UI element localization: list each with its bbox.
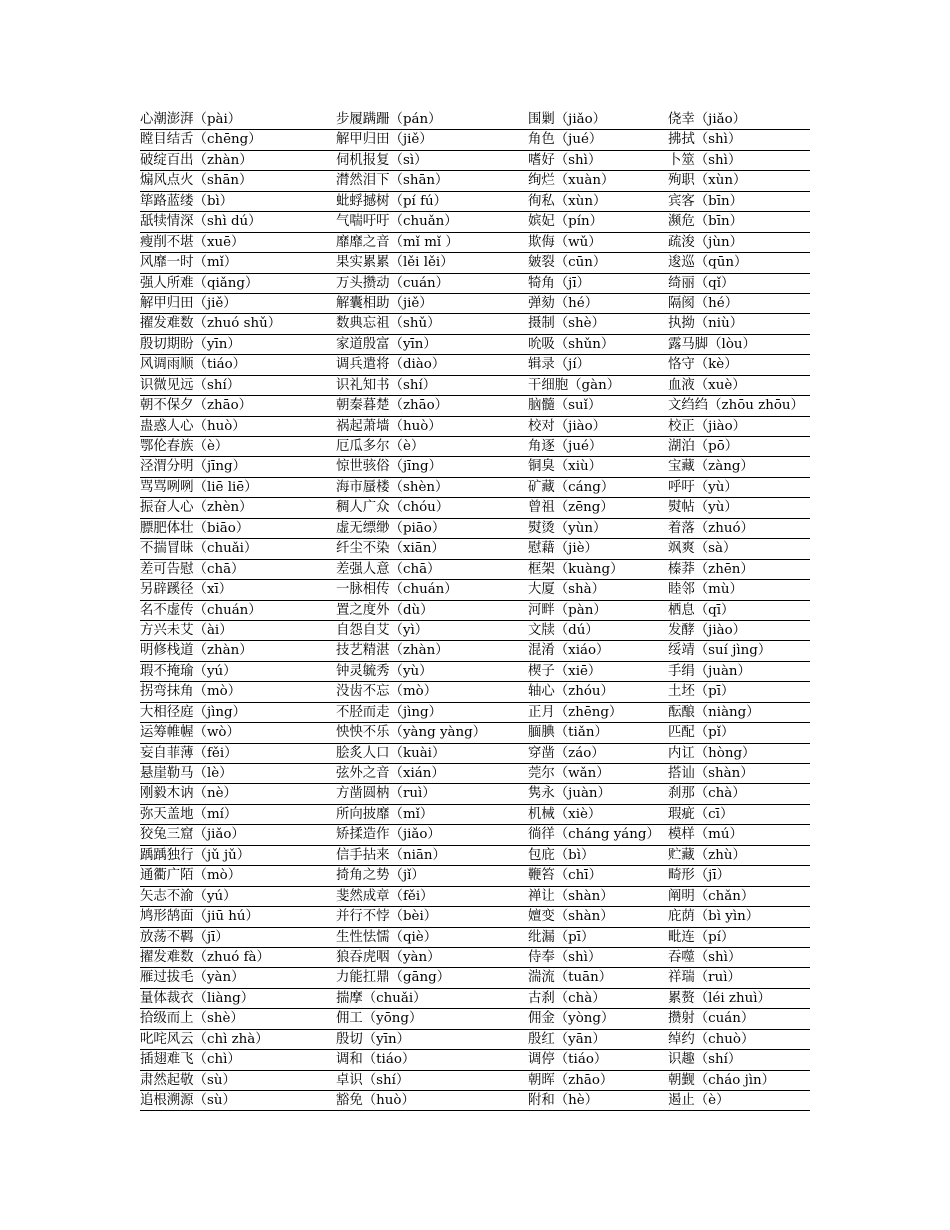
word-entry: 瘦削不堪（xuē）: [140, 234, 245, 250]
word-entry: 铜臭（xiù）: [528, 459, 603, 475]
word-entry: 步履蹒跚（pán）: [336, 112, 442, 127]
table-row: [140, 335, 810, 355]
table-row: [140, 805, 810, 825]
word-entry: 并行不悖（bèi）: [336, 909, 438, 925]
word-entry: 朝秦暮楚（zhāo）: [336, 398, 449, 414]
word-entry: 刚毅木讷（nè）: [140, 786, 237, 802]
table-row: [140, 212, 810, 232]
word-entry: 内讧（hòng）: [668, 745, 756, 761]
word-entry: 曾祖（zēng）: [528, 500, 614, 516]
word-entry: 稠人广众（chóu）: [336, 500, 450, 516]
word-entry: 搭讪（shàn）: [668, 766, 754, 781]
table-row: [140, 437, 810, 457]
word-entry: 揣摩（chuǎi）: [336, 990, 427, 1006]
table-row: [140, 151, 810, 171]
word-entry: 吞噬（shì）: [668, 949, 742, 965]
table-row: [140, 192, 810, 212]
word-entry: 纤尘不染（xiān）: [336, 541, 445, 557]
table-row: [140, 294, 810, 314]
word-entry: 畸形（jī）: [668, 868, 730, 884]
word-entry: 模样（mú）: [668, 827, 743, 843]
word-entry: 通衢广陌（mò）: [140, 868, 242, 884]
word-entry: 自怨自艾（yì）: [336, 622, 429, 638]
word-entry: 掎角之势（jǐ）: [336, 868, 425, 884]
word-entry: 恪守（kè）: [668, 357, 738, 373]
word-entry: 拂拭（shì）: [668, 132, 742, 148]
word-entry: 累赘（léi zhuì）: [668, 990, 771, 1006]
word-entry: 卜筮（shì）: [668, 152, 742, 168]
table-row: [140, 928, 810, 948]
word-entry: 湖泊（pō）: [668, 439, 739, 454]
word-entry: 擢发难数（zhuó fà）: [140, 949, 270, 965]
word-entry: 榛莽（zhēn）: [668, 561, 754, 577]
word-entry: 解囊相助（jiě）: [336, 295, 433, 311]
word-entry: 朝觐（cháo jìn）: [668, 1072, 776, 1088]
word-entry: 伺机报复（sì）: [336, 152, 428, 168]
word-entry: 斐然成章（fěi）: [336, 888, 434, 904]
word-entry: 脍炙人口（kuài）: [336, 745, 446, 761]
word-entry: 破绽百出（zhàn）: [140, 152, 253, 168]
word-entry: 脑髓（suǐ）: [528, 398, 602, 414]
word-entry: 狡兔三窟（jiǎo）: [140, 827, 245, 843]
table-row: [140, 764, 810, 784]
word-entry: 执拗（niù）: [668, 316, 744, 332]
word-entry: 骂骂咧咧（liē liē）: [140, 479, 258, 495]
word-entry: 发酵（jiào）: [668, 622, 747, 638]
table-row: [140, 417, 810, 437]
word-entry: 明修栈道（zhàn）: [140, 643, 253, 659]
word-entry: 不胫而走（jìng）: [336, 704, 442, 720]
word-entry: 疏浚（jùn）: [668, 234, 743, 250]
word-entry: 殉职（xùn）: [668, 173, 747, 189]
word-entry: 海市蜃楼（shèn）: [336, 479, 449, 495]
word-entry: 庇荫（bì yìn）: [668, 909, 760, 925]
word-entry: 肃然起敬（sù）: [140, 1072, 236, 1088]
word-entry: 识趣（shí）: [668, 1052, 742, 1068]
table-row: [140, 1050, 810, 1070]
table-row: [140, 274, 810, 294]
word-entry: 置之度外（dù）: [336, 602, 434, 618]
word-entry: 气喘吁吁（chuǎn）: [336, 214, 458, 230]
word-entry: 攒射（cuán）: [668, 1011, 755, 1027]
table-row: [140, 519, 810, 539]
table-row: [140, 641, 810, 661]
word-entry: 栖息（qī）: [668, 602, 735, 618]
word-entry: 遏止（è）: [668, 1093, 730, 1108]
word-entry: 方凿圆枘（ruì）: [336, 786, 436, 802]
word-entry: 拐弯抹角（mò）: [140, 684, 242, 700]
word-entry: 嫔妃（pín）: [528, 214, 604, 230]
word-entry: 欺侮（wǔ）: [528, 234, 602, 250]
word-entry: 泾渭分明（jīng）: [140, 459, 246, 475]
word-entry: 量体裁衣（liàng）: [140, 990, 255, 1006]
word-entry: 校对（jiào）: [528, 418, 607, 434]
word-entry: 佣工（yōng）: [336, 1011, 423, 1027]
word-entry: 濒危（bīn）: [668, 214, 744, 230]
word-entry: 殷切（yīn）: [336, 1031, 411, 1047]
word-entry: 机械（xiè）: [528, 806, 602, 822]
word-entry: 朝晖（zhāo）: [528, 1072, 614, 1088]
word-entry: 强人所难（qiǎng）: [140, 275, 259, 291]
table-row: [140, 825, 810, 845]
word-entry: 祥瑞（ruì）: [668, 970, 741, 986]
word-entry: 嗜好（shì）: [528, 152, 602, 168]
table-row: [140, 110, 810, 130]
word-entry: 睦邻（mù）: [668, 582, 743, 598]
word-entry: 瑕不掩瑜（yú）: [140, 663, 237, 679]
word-entry: 手绢（juàn）: [668, 663, 751, 679]
word-entry: 弦外之音（xián）: [336, 766, 445, 781]
table-row: [140, 1091, 810, 1111]
table-row: [140, 989, 810, 1009]
table-row: [140, 784, 810, 804]
table-row: [140, 744, 810, 764]
table-row: [140, 539, 810, 559]
table-row: [140, 907, 810, 927]
table-row: [140, 478, 810, 498]
word-entry: 毗连（pí）: [668, 929, 735, 945]
word-entry: 酝酿（niàng）: [668, 704, 760, 720]
table-row: [140, 396, 810, 416]
word-entry: 莞尔（wǎn）: [528, 766, 610, 781]
word-entry: 隔阂（hé）: [668, 295, 739, 311]
word-entry: 腼腆（tiǎn）: [528, 725, 608, 741]
word-entry: 犄角（jī）: [528, 275, 590, 291]
word-entry: 附和（hè）: [528, 1093, 599, 1108]
table-row: [140, 253, 810, 273]
word-entry: 徇私（xùn）: [528, 193, 607, 209]
word-entry: 熨烫（yùn）: [528, 520, 607, 536]
word-entry: 潸然泪下（shān）: [336, 173, 449, 189]
word-entry: 贮藏（zhù）: [668, 847, 746, 863]
word-entry: 包庇（bì）: [528, 847, 595, 863]
word-entry: 祸起萧墙（huò）: [336, 418, 442, 434]
word-entry: 鄂伦春族（è）: [140, 439, 229, 454]
word-entry: 宾客（bīn）: [668, 193, 744, 209]
table-row: [140, 314, 810, 334]
word-entry: 舐犊情深（shì dú）: [140, 214, 262, 230]
word-entry: 惊世骇俗（jīng）: [336, 459, 442, 475]
word-entry: 家道殷富（yīn）: [336, 336, 437, 352]
word-entry: 围剿（jiǎo）: [528, 112, 607, 127]
word-entry: 力能扛鼎（gāng）: [336, 970, 451, 986]
word-entry: 瑕疵（cī）: [668, 806, 734, 822]
word-entry: 果实累累（lěi lěi）: [336, 255, 454, 271]
word-entry: 楔子（xiē）: [528, 663, 602, 679]
table-row: [140, 1030, 810, 1050]
table-row: [140, 723, 810, 743]
word-entry: 侥幸（jiǎo）: [668, 112, 747, 127]
word-entry: 识礼知书（shí）: [336, 377, 437, 393]
word-entry: 风调雨顺（tiáo）: [140, 357, 247, 373]
word-entry: 禅让（shàn）: [528, 888, 614, 904]
word-entry: 技艺精湛（zhàn）: [336, 643, 449, 659]
word-entry: 心潮澎湃（pài）: [140, 112, 242, 127]
table-row: [140, 662, 810, 682]
word-entry: 露马脚（lòu）: [668, 336, 756, 352]
word-entry: 慰藉（jiè）: [528, 541, 598, 557]
word-entry: 所向披靡（mǐ）: [336, 806, 434, 822]
word-entry: 轴心（zhóu）: [528, 684, 614, 700]
word-entry: 干细胞（gàn）: [528, 377, 621, 393]
word-entry: 宝藏（zàng）: [668, 459, 754, 475]
word-entry: 踽踽独行（jǔ jǔ）: [140, 847, 251, 863]
table-row: [140, 948, 810, 968]
word-entry: 角色（jué）: [528, 132, 603, 148]
word-entry: 插翅难飞（chì）: [140, 1052, 241, 1068]
table-row: [140, 703, 810, 723]
word-entry: 阐明（chǎn）: [668, 888, 755, 904]
word-entry: 摄制（shè）: [528, 316, 605, 332]
table-row: [140, 498, 810, 518]
table-row: [140, 355, 810, 375]
word-entry: 生性怯懦（qiè）: [336, 929, 438, 945]
table-row: [140, 171, 810, 191]
word-entry: 绮丽（qǐ）: [668, 275, 735, 291]
word-entry: 湍流（tuān）: [528, 970, 613, 986]
word-entry: 弹劾（hé）: [528, 295, 599, 311]
word-entry: 数典忘祖（shǔ）: [336, 316, 441, 332]
table-row: [140, 580, 810, 600]
table-row: [140, 1071, 810, 1091]
word-entry: 膘肥体壮（biāo）: [140, 520, 250, 536]
word-entry: 瞠目结舌（chēng）: [140, 132, 262, 148]
word-entry: 叱咤风云（chì zhà）: [140, 1031, 269, 1047]
word-entry: 呼吁（yù）: [668, 479, 738, 495]
word-entry: 振奋人心（zhèn）: [140, 500, 253, 516]
word-entry: 差可告慰（chā）: [140, 561, 245, 577]
word-entry: 筚路蓝缕（bì）: [140, 193, 234, 209]
word-entry: 绥靖（suí jìng）: [668, 643, 772, 659]
word-entry: 另辟蹊径（xī）: [140, 582, 233, 598]
word-entry: 蚍蜉撼树（pí fú）: [336, 193, 448, 209]
word-entry: 佣金（yòng）: [528, 1011, 615, 1027]
word-entry: 绰约（chuò）: [668, 1031, 755, 1047]
word-entry: 调和（tiáo）: [336, 1052, 416, 1068]
word-entry: 角逐（jué）: [528, 439, 603, 454]
word-entry: 皴裂（cūn）: [528, 255, 607, 271]
word-entry: 校正（jiào）: [668, 418, 747, 434]
table-row: [140, 682, 810, 702]
table-row: [140, 560, 810, 580]
table-row: [140, 1009, 810, 1029]
word-entry: 怏怏不乐（yàng yàng）: [336, 725, 487, 741]
word-entry: 雁过拔毛（yàn）: [140, 970, 245, 986]
word-entry: 放荡不羁（jī）: [140, 929, 229, 945]
word-entry: 矢志不渝（yú）: [140, 888, 237, 904]
word-entry: 框架（kuàng）: [528, 561, 624, 577]
word-entry: 嬗变（shàn）: [528, 909, 614, 925]
word-entry: 调停（tiáo）: [528, 1052, 608, 1068]
word-entry: 没齿不忘（mò）: [336, 684, 438, 700]
word-entry: 煽风点火（shān）: [140, 173, 253, 189]
word-entry: 正月（zhēng）: [528, 704, 623, 720]
word-entry: 矫揉造作（jiǎo）: [336, 827, 441, 843]
table-row: [140, 233, 810, 253]
word-entry: 虚无缥缈（piāo）: [336, 520, 446, 536]
word-entry: 河畔（pàn）: [528, 602, 607, 618]
table-row: [140, 866, 810, 886]
word-entry: 鞭笞（chī）: [528, 868, 602, 884]
word-entry: 解甲归田（jiě）: [336, 132, 433, 148]
word-entry: 鸠形鹄面（jiū hú）: [140, 909, 259, 925]
word-entry: 不揣冒昧（chuǎi）: [140, 541, 258, 557]
word-entry: 大厦（shà）: [528, 582, 606, 598]
word-entry: 血液（xuè）: [668, 377, 746, 393]
word-entry: 大相径庭（jìng）: [140, 704, 246, 720]
table-row: [140, 130, 810, 150]
word-entry: 土坯（pī）: [668, 684, 735, 700]
table-row: [140, 376, 810, 396]
word-entry: 匹配（pǐ）: [668, 725, 735, 741]
word-entry: 一脉相传（chuán）: [336, 582, 458, 598]
word-entry: 擢发难数（zhuó shǔ）: [140, 316, 282, 332]
word-entry: 熨帖（yù）: [668, 500, 738, 516]
word-entry: 追根溯源（sù）: [140, 1093, 236, 1108]
word-entry: 运筹帷幄（wò）: [140, 725, 240, 741]
table-row: [140, 457, 810, 477]
word-entry: 穿凿（záo）: [528, 745, 605, 761]
word-entry: 狼吞虎咽（yàn）: [336, 949, 441, 965]
word-entry: 蛊惑人心（huò）: [140, 418, 246, 434]
word-entry: 矿藏（cáng）: [528, 479, 615, 495]
word-entry: 飒爽（sà）: [668, 541, 737, 557]
table-row: [140, 968, 810, 988]
word-entry: 靡靡之音（mǐ mǐ ）: [336, 234, 459, 250]
word-entry: 绚烂（xuàn）: [528, 173, 615, 189]
word-entry: 文牍（dú）: [528, 622, 599, 638]
word-entry: 钟灵毓秀（yù）: [336, 663, 433, 679]
word-entry: 信手拈来（niān）: [336, 847, 446, 863]
word-entry: 解甲归田（jiě）: [140, 295, 237, 311]
word-entry: 差强人意（chā）: [336, 561, 441, 577]
word-entry: 调兵遣将（diào）: [336, 357, 446, 373]
word-entry: 混淆（xiáo）: [528, 643, 610, 659]
word-entry: 名不虚传（chuán）: [140, 602, 262, 618]
word-entry: 刹那（chà）: [668, 786, 746, 802]
word-entry: 逡巡（qūn）: [668, 255, 748, 271]
word-entry: 古刹（chà）: [528, 990, 606, 1006]
word-entry: 纰漏（pī）: [528, 929, 595, 945]
word-entry: 万头攒动（cuán）: [336, 275, 450, 291]
word-entry: 着落（zhuó）: [668, 520, 754, 536]
word-entry: 妄自菲薄（fěi）: [140, 745, 238, 761]
word-entry: 殷红（yān）: [528, 1031, 606, 1047]
word-entry: 辑录（jí）: [528, 357, 590, 373]
table-row: [140, 601, 810, 621]
word-entry: 方兴未艾（ài）: [140, 622, 233, 638]
word-entry: 风靡一时（mǐ）: [140, 255, 238, 271]
word-entry: 悬崖勒马（lè）: [140, 766, 233, 781]
word-entry: 豁免（huò）: [336, 1093, 415, 1108]
word-entry: 弥天盖地（mí）: [140, 806, 238, 822]
word-entry: 徜徉（cháng yáng）: [528, 827, 660, 843]
word-entry: 隽永（juàn）: [528, 786, 611, 802]
table-row: [140, 887, 810, 907]
word-entry: 文绉绉（zhōu zhōu）: [668, 398, 804, 414]
table-row: [140, 846, 810, 866]
word-entry: 识微见远（shí）: [140, 377, 241, 393]
word-entry: 殷切期盼（yīn）: [140, 336, 241, 352]
word-entry: 侍奉（shì）: [528, 949, 602, 965]
pinyin-word-table: [140, 110, 810, 1111]
word-entry: 朝不保夕（zhāo）: [140, 398, 253, 414]
word-entry: 吮吸（shǔn）: [528, 336, 615, 352]
table-row: [140, 621, 810, 641]
word-entry: 拾级而上（shè）: [140, 1011, 244, 1027]
word-entry: 厄瓜多尔（è）: [336, 439, 425, 454]
word-entry: 卓识（shí）: [336, 1072, 410, 1088]
